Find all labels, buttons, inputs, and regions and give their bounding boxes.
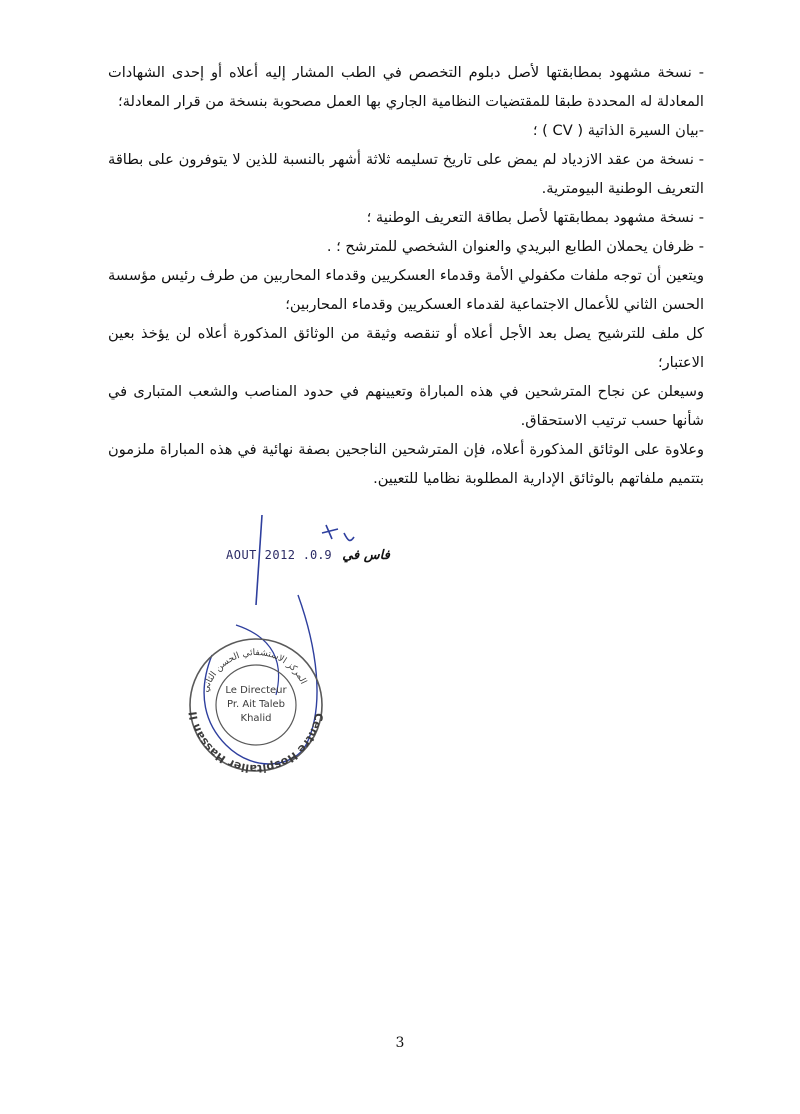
signature-flourish: [204, 595, 317, 764]
paragraph-results-announcement: وسيعلن عن نجاح المترشحين في هذه المباراة وتعيينهم في حدود المناصب والشعب المتبارى في شأنها حسب ترتيب الاستحقاق.: [108, 383, 704, 429]
date-stamp: 0.9. AOUT 2012: [226, 548, 332, 562]
stamp-director-firstname: Khalid: [240, 713, 272, 724]
paragraph-national-id-copy: - نسخة مشهود بمطابقتها لأصل بطاقة التعريف الوطنية ؛: [366, 209, 704, 226]
stamp-director-label: Le Directeur: [225, 685, 287, 696]
paragraph-diploma-copy: - نسخة مشهود بمطابقتها لأصل دبلوم التخصص في الطب المشار إليه أعلاه أو إحدى الشهادات المعادلة له المحددة طبقا للمقتضيات النظامية الجاري بها العمل مصحوبة بنسخة من قرار المعادلة؛: [108, 64, 704, 110]
paragraph-veterans-files: ويتعين أن توجه ملفات مكفولي الأمة وقدماء العسكريين وقدماء المحاربين من طرف رئيس مؤسسة الحسن الثاني للأعمال الاجتماعية لقدماء العسكريين وقدماء المحاربين؛: [108, 267, 704, 313]
document-body: [108, 58, 704, 493]
paragraph-late-files: كل ملف للترشيح يصل بعد الأجل أعلاه أو تنقصه وثيقة من الوثائق المذكورة أعلاه لن يؤخذ بعين الاعتبار؛: [108, 325, 704, 371]
stamp-outer-text: Centre Hospitalier Hassan II: [186, 710, 326, 776]
paragraph-additional-documents: وعلاوة على الوثائق المذكورة أعلاه، فإن المترشحين الناجحين بصفة نهائية في هذه المباراة ملزمون بتتميم ملفاتهم بالوثائق الإدارية المطلوبة نظاميا للتعيين.: [108, 441, 704, 487]
signature-initials: [322, 525, 354, 540]
paragraph-cv: -بيان السيرة الذاتية ( CV ) ؛: [532, 122, 704, 139]
place-label: فاس في: [342, 548, 390, 563]
stamp-director-name: Pr. Ait Taleb: [227, 699, 285, 710]
paragraph-envelopes: - ظرفان يحملان الطابع البريدي والعنوان الشخصي للمترشح ؛ .: [326, 238, 704, 255]
signature-stroke: [256, 515, 262, 605]
director-stamp-and-signature: [176, 505, 336, 775]
page-number: 3: [395, 1035, 405, 1051]
stamp-arabic-text: المركز الاستشفائي الحسن الثاني: [200, 647, 309, 694]
paragraph-birth-certificate: - نسخة من عقد الازدياد لم يمض على تاريخ تسليمه ثلاثة أشهر بالنسبة للذين لا يتوفرون على بطاقة التعريف الوطنية البيومترية.: [108, 151, 704, 197]
